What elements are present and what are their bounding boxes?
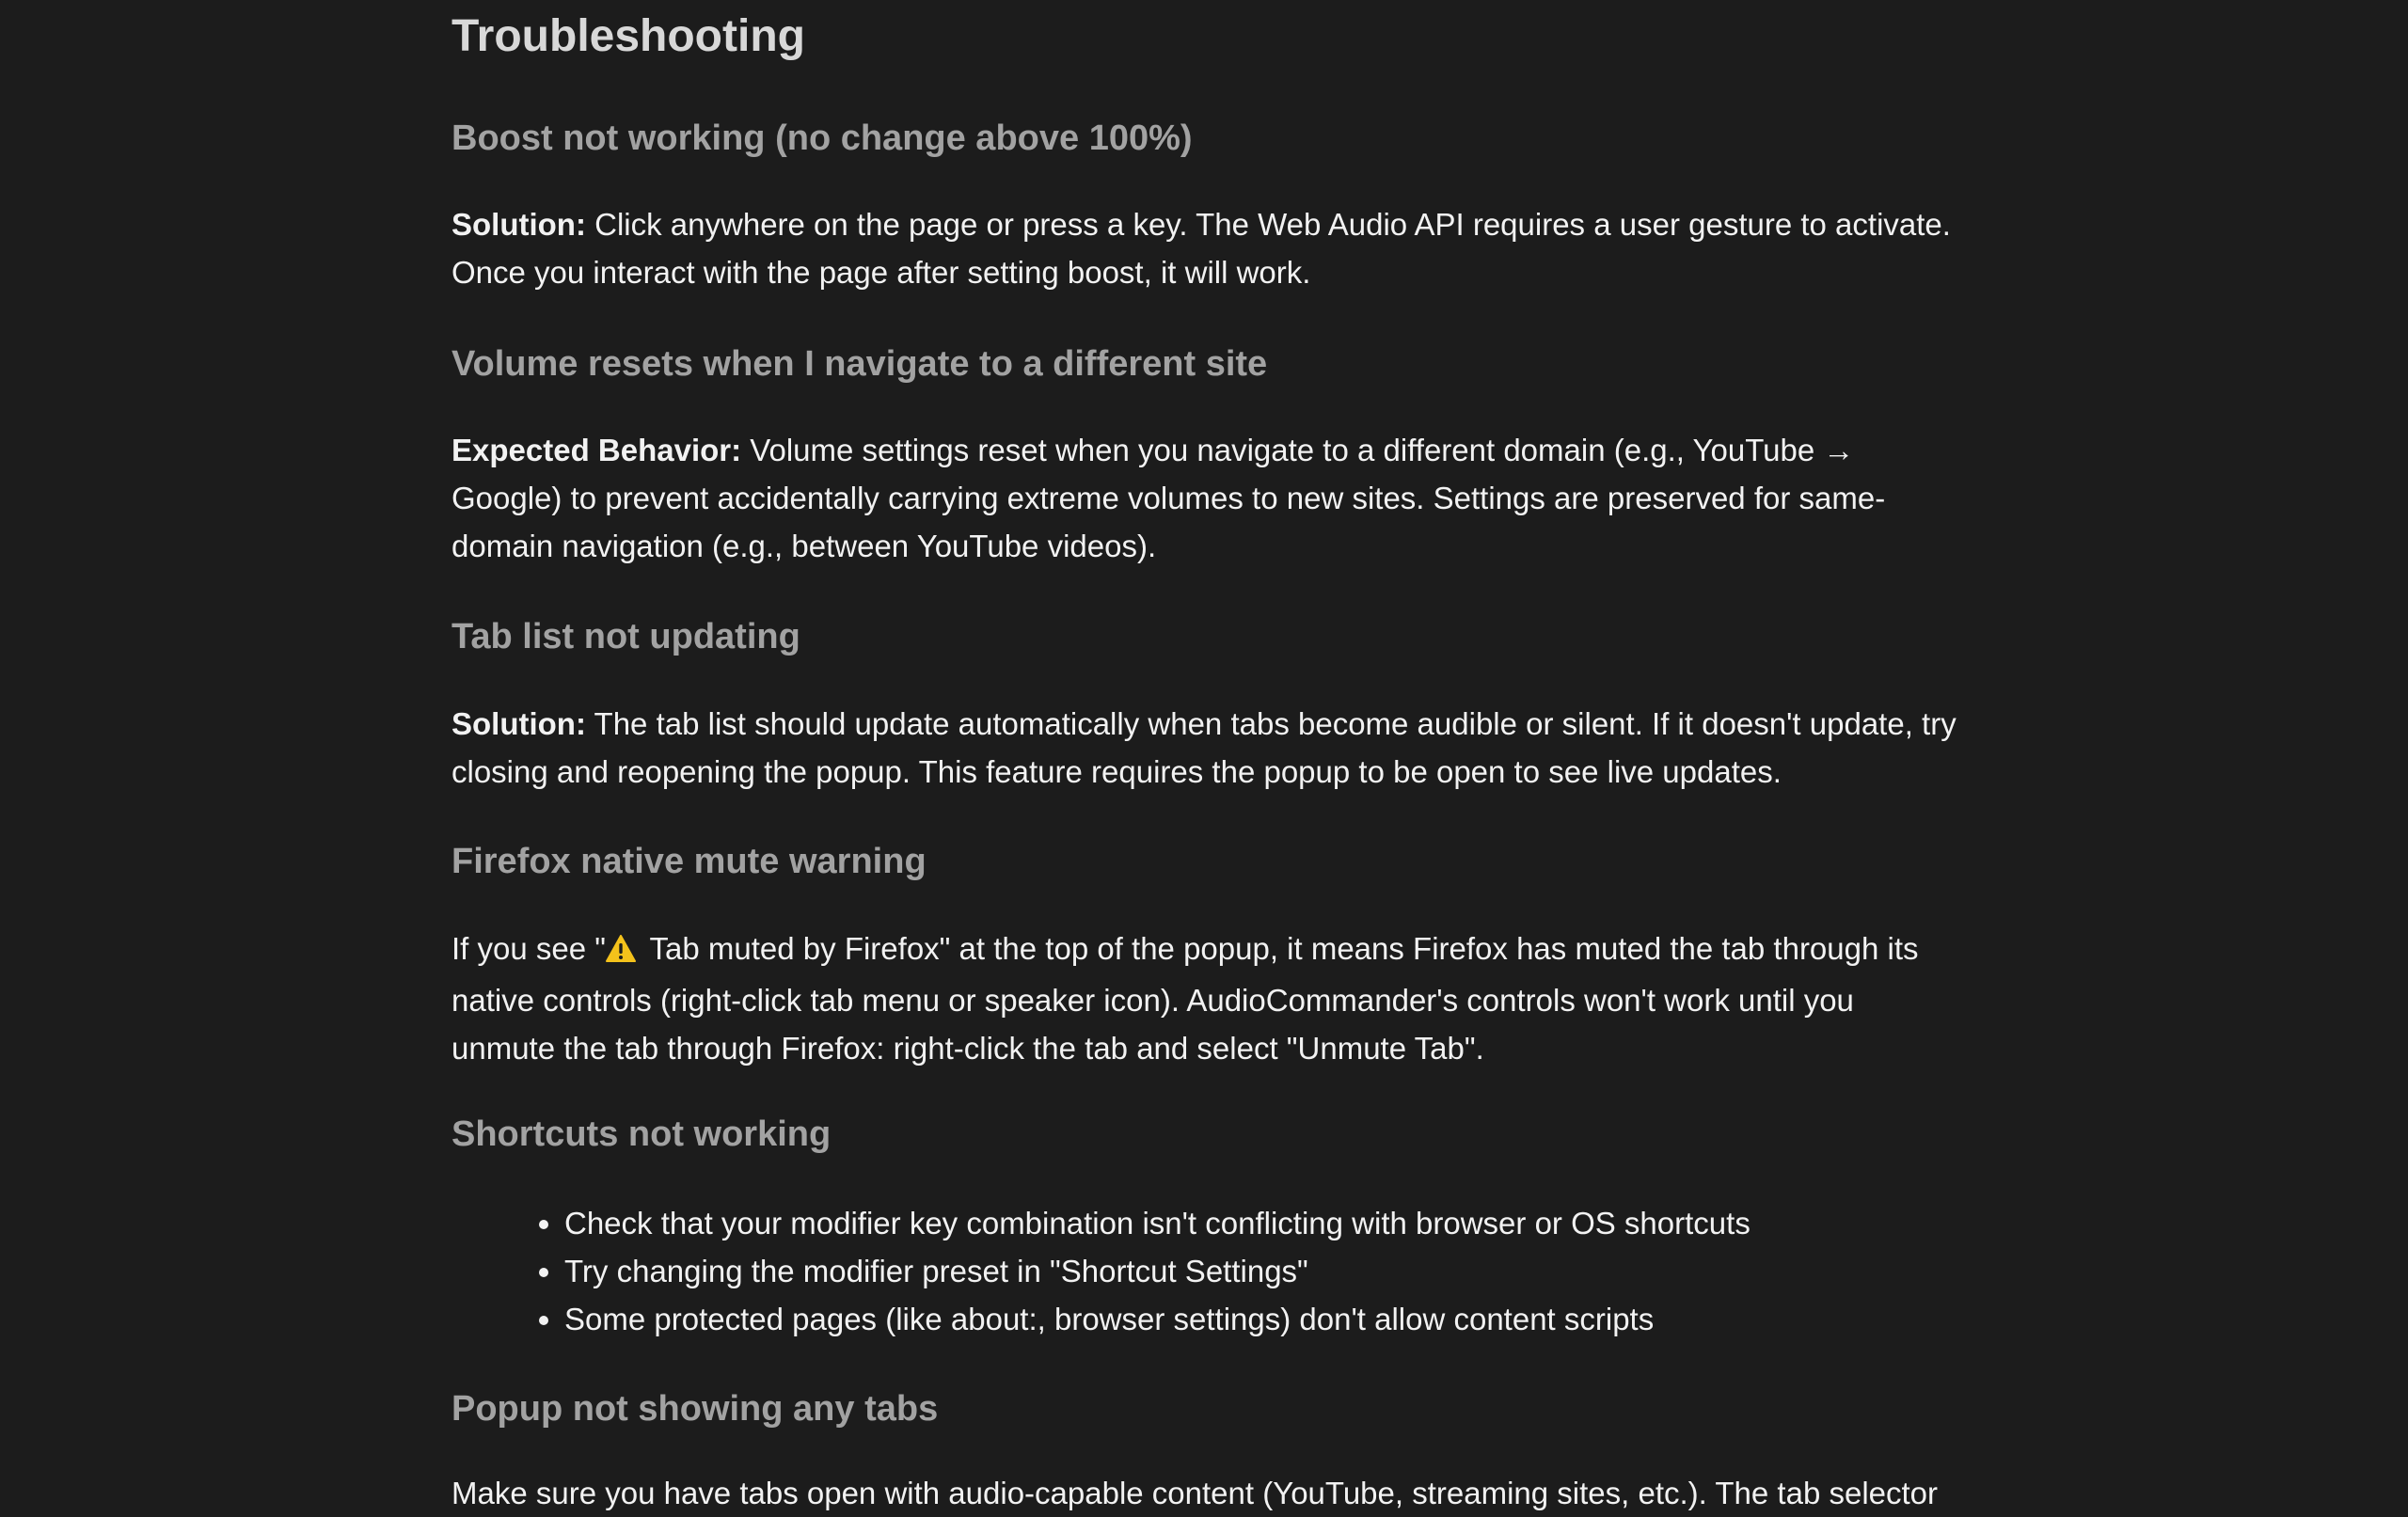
section-heading-shortcuts: Shortcuts not working [452,1114,832,1154]
list-item: • Check that your modifier key combination isn't conflicting with browser or OS shortcuts [564,1199,1956,1247]
body-text: Tab muted by Firefox" at the top of the popup, it means Firefox has muted the tab through its native controls (right-click tab menu or speaker icon). AudioCommander's controls won't work until you unmute the tab through Firefox: right-click the tab and select "Unmute Tab". [452,931,1919,1066]
section-heading-popup-tabs: Popup not showing any tabs [452,1389,939,1429]
list-item: • Some protected pages (like about:, browser settings) don't allow content scripts [564,1295,1956,1343]
section-heading-volume-resets: Volume resets when I navigate to a different site [452,344,1268,384]
body-text: The tab list should update automatically when tabs become audible or silent. If it doesn't update, try closing and reopening the popup. This feature requires the popup to be open to see live updates. [452,706,1956,789]
list-item: • Try changing the modifier preset in "Shortcut Settings" [564,1247,1956,1295]
solution-label: Solution: [452,706,586,741]
section-heading-firefox-mute: Firefox native mute warning [452,842,927,881]
body-text: If you see " [452,931,606,966]
page-title: Troubleshooting [452,11,805,61]
section-heading-boost: Boost not working (no change above 100%) [452,119,1193,158]
section-heading-tab-list: Tab list not updating [452,617,800,656]
expected-behavior-label: Expected Behavior: [452,433,742,467]
shortcuts-list [452,1199,1956,1343]
section-body-popup-tabs: Make sure you have tabs open with audio-capable content (YouTube, streaming sites, etc.). The tab selector [452,1476,1939,1510]
warning-icon [606,928,636,976]
section-body-volume-resets [452,426,1956,570]
section-body-boost [452,200,1956,296]
body-text: Click anywhere on the page or press a key. The Web Audio API requires a user gesture to activate. Once you interact with the page after setting boost, it will work. [452,207,1951,290]
body-text: Volume settings reset when you navigate to a different domain (e.g., YouTube → Google) to prevent accidentally carrying extreme volumes to new sites. Settings are preserved for same-domain navigation (e.g., between YouTube videos). [452,433,1886,563]
section-body-firefox-mute [452,924,1956,1072]
solution-label: Solution: [452,207,586,242]
section-body-tab-list [452,700,1956,796]
